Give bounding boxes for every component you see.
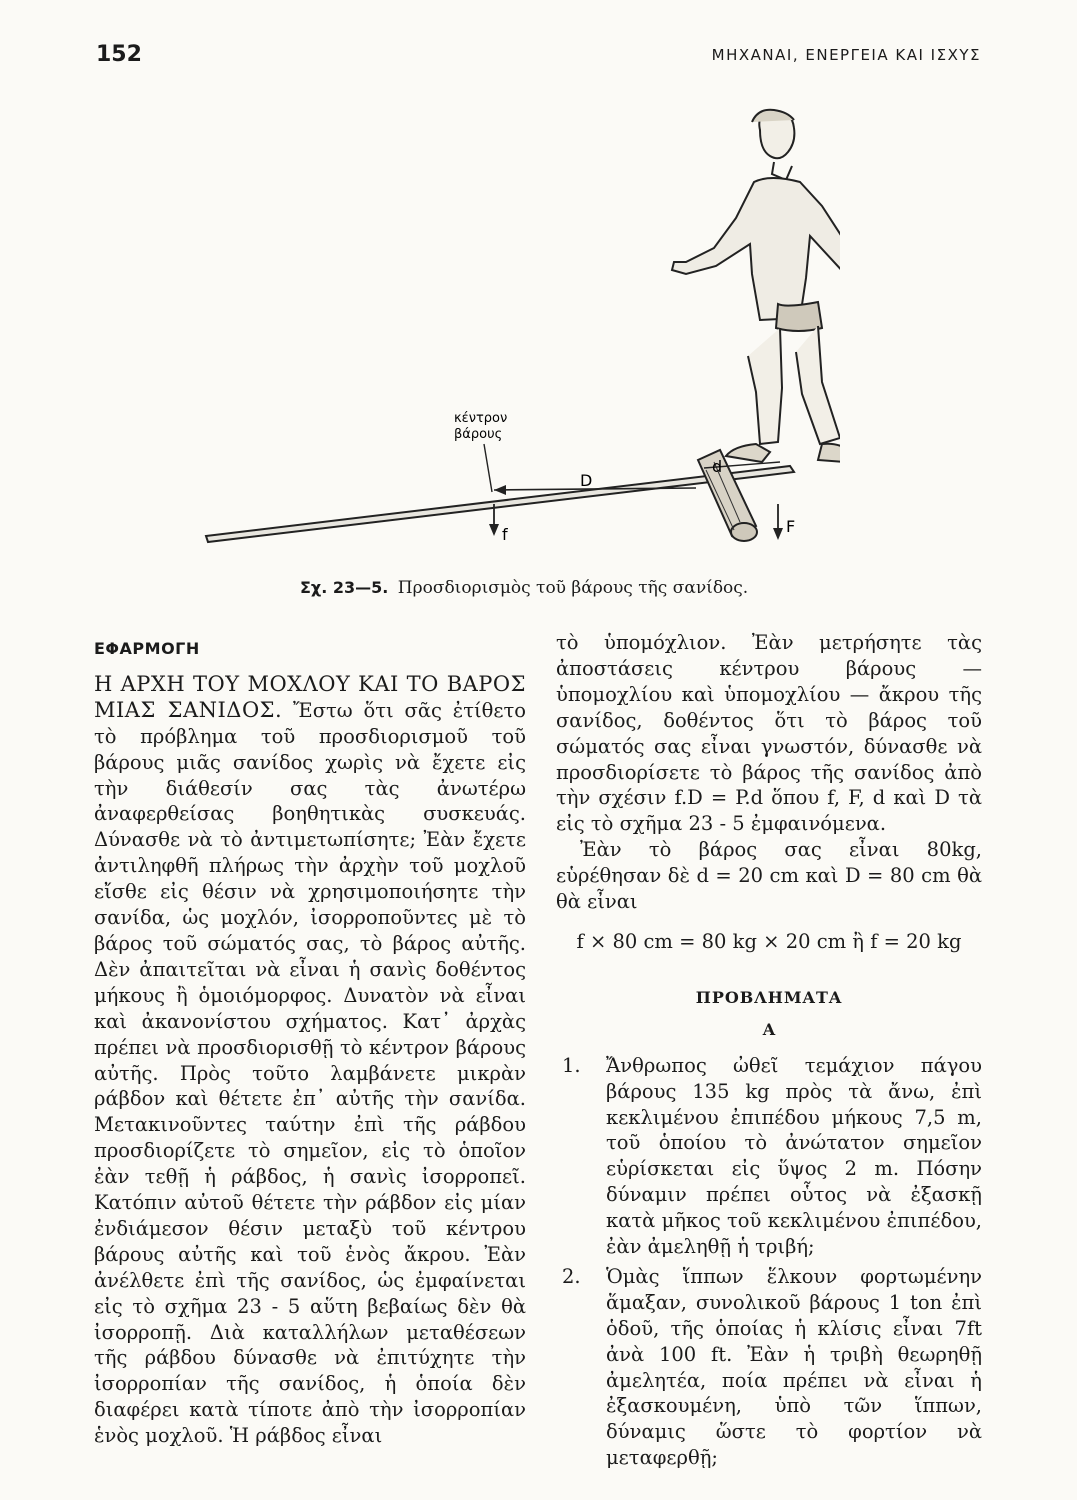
force-f-label: f <box>502 525 508 544</box>
center-of-gravity-label-line1: κέντρον <box>454 411 508 426</box>
center-pointer <box>484 444 492 492</box>
problem-item <box>556 1053 982 1260</box>
fulcrum-log <box>698 450 757 541</box>
force-F-label: F <box>786 517 796 536</box>
continuation-paragraph: τὸ ὑπομόχλιον. Ἐὰν μετρήσητε τὰς ἀποστάσεις κέντρου βάρους — ὑπομοχλίου καὶ ὑπομοχλίου — ἄκρου τῆς σανίδος, δοθέντος ὅτι τὸ βάρος τοῦ σώματός σας εἶναι γνωστόν, δύνασθε νὰ προσδιορίσετε τὸ βάρος τῆς σανίδος ἀπὸ τὴν σχέσιν f.D = P.d ὅπου f, F, d καὶ D τὰ εἰς τὸ σχῆμα 23 - 5 ἐμφαινόμενα. <box>556 631 982 836</box>
problem-number: 1. <box>562 1053 581 1077</box>
distance-d-label: d <box>712 457 723 476</box>
page-number: 152 <box>96 42 142 67</box>
figure-caption-text: Προσδιορισμὸς τοῦ βάρους τῆς σανίδος. <box>397 578 749 598</box>
figure-caption <box>300 578 748 598</box>
figure-23-5 <box>200 100 840 580</box>
D-arrowhead <box>494 485 506 495</box>
problem-item <box>556 1264 982 1471</box>
distance-D-label: D <box>580 471 593 490</box>
section-body: Ἔστω ὅτι σᾶς ἐτίθετο τὸ πρόβλημα τοῦ προσδιορισμοῦ τοῦ βάρους μιᾶς σανίδος χωρὶς νὰ ἔχετε εἰς τὴν διάθεσίν σας τὰς ἀνωτέρω ἀναφερθείσας βοηθητικὰς συσκευάς. Δύνασθε νὰ τὸ ἀντιμετωπίσητε; Ἐὰν ἔχετε ἀντιληφθῆ πλήρως τὴν ἀρχὴν τοῦ μοχλοῦ εἴσθε εἰς θέσιν νὰ χρησιμοποιήσητε τὴν σανίδα, ὡς μοχλόν, ἰσορροποῦντες μὲ τὸ βάρος τοῦ σώματός σας, τὸ βάρος αὐτῆς. Δὲν ἀπαιτεῖται νὰ εἶναι ἡ σανὶς δοθέντος μήκους ἢ ὁμοιόμορφος. Δυνατὸν νὰ εἶναι καὶ ἀκανονίστου σχήματος. Κατ᾽ ἀρχὰς πρέπει νὰ προσδιορισθῇ τὸ κέντρον βάρους αὐτῆς. Πρὸς τοῦτο λαμβάνετε μικρὰν ράβδον καὶ θέτετε ἐπ᾽ αὐτῆς τὴν σανίδα. Μετακινοῦντες ταύτην ἐπὶ τῆς ράβδου προσδιορίζετε τὸ σημεῖον, εἰς τὸ ὁποῖον ἐὰν τεθῇ ἡ ράβδος, ἡ σανὶς ἰσορροπεῖ. Κατόπιν αὐτοῦ θέτετε τὴν ράβδον εἰς μίαν ἐνδιάμεσον θέσιν μεταξὺ τοῦ κέντρου βάρους αὐτῆς καὶ τοῦ ἑνὸς ἄκρου. Ἐὰν ἀνέλθετε ἐπὶ τῆς σανίδος, ὡς ἐμφαίνεται εἰς τὸ σχῆμα 23 - 5 αὕτη βεβαίως δὲν θὰ ἰσορροπῇ. Διὰ καταλλήλων μεταθέσεων τῆς ράβδου δύνασθε νὰ ἐπιτύχητε τὴν ἰσορροπίαν τῆς σανίδος, ἡ ὁποία δὲν διαφέρει κατὰ τίποτε ἀπὸ τὴν ἰσορροπίαν ἑνὸς μοχλοῦ. Ἡ ράβδος εἶναι <box>94 698 526 1448</box>
example-paragraph: Ἐὰν τὸ βάρος σας εἶναι 80kg, εὑρέθησαν δὲ d = 20 cm καὶ D = 80 cm θὰ θὰ εἶναι <box>556 838 982 914</box>
problem-text: Ἄνθρωπος ὠθεῖ τεμάχιον πάγου βάρους 135 kg πρὸς τὰ ἄνω, ἐπὶ κεκλιμένου ἐπιπέδου μήκους 7,5 m, τοῦ ὁποίου τὸ ἀνώτατον σημεῖον εὑρίσκεται εἰς ὕψος 2 m. Πόσην δύναμιν πρέπει οὗτος νὰ ἐξασκῇ κατὰ μῆκος τοῦ κεκλιμένου ἐπιπέδου, ἐὰν ἀμεληθῇ ἡ τριβή; <box>606 1053 982 1259</box>
running-header: ΜΗΧΑΝΑΙ, ΕΝΕΡΓΕΙΑ ΚΑΙ ΙΣΧΥΣ <box>711 46 981 64</box>
lever-diagram <box>200 100 840 580</box>
man-standing <box>672 110 840 462</box>
equation: f × 80 cm = 80 kg × 20 cm ἢ f = 20 kg <box>576 929 962 953</box>
right-column <box>556 630 982 1475</box>
D-arrow <box>494 488 696 490</box>
plank-edge <box>208 472 794 542</box>
section-label: ΕΦΑΡΜΟΓΗ <box>94 639 200 658</box>
center-of-gravity-label-line2: βάρους <box>454 427 503 442</box>
figure-number: Σχ. 23—5. <box>300 578 389 597</box>
problems-subheading: Α <box>762 1019 776 1039</box>
left-column <box>94 630 526 1449</box>
problems-heading: ΠΡΟΒΛΗΜΑΤΑ <box>695 987 843 1007</box>
force-f-arrowhead <box>489 524 499 536</box>
problem-text: Ὁμὰς ἵππων ἕλκουν φορτωμένην ἅμαξαν, συνολικοῦ βάρους 1 ton ἐπὶ ὁδοῦ, τῆς ὁποίας ἡ κλίσις εἶναι 7ft ἀνὰ 100 ft. Ἐὰν ἡ τριβὴ θεωρηθῇ ἀμελητέα, ποία πρέπει νὰ εἶναι ἡ ἐξασκουμένη, ὑπὸ τῶν ἵππων, δύναμις ὥστε τὸ φορτίον νὰ μεταφερθῇ; <box>606 1264 982 1470</box>
section-title: Η ΑΡΧΗ ΤΟΥ ΜΟΧΛΟΥ ΚΑΙ ΤΟ ΒΑΡΟΣ ΜΙΑΣ ΣΑΝΙΔΟΣ. <box>94 671 526 722</box>
section-paragraph <box>94 672 526 1449</box>
force-F-arrowhead <box>773 528 783 540</box>
problem-number: 2. <box>562 1264 581 1288</box>
